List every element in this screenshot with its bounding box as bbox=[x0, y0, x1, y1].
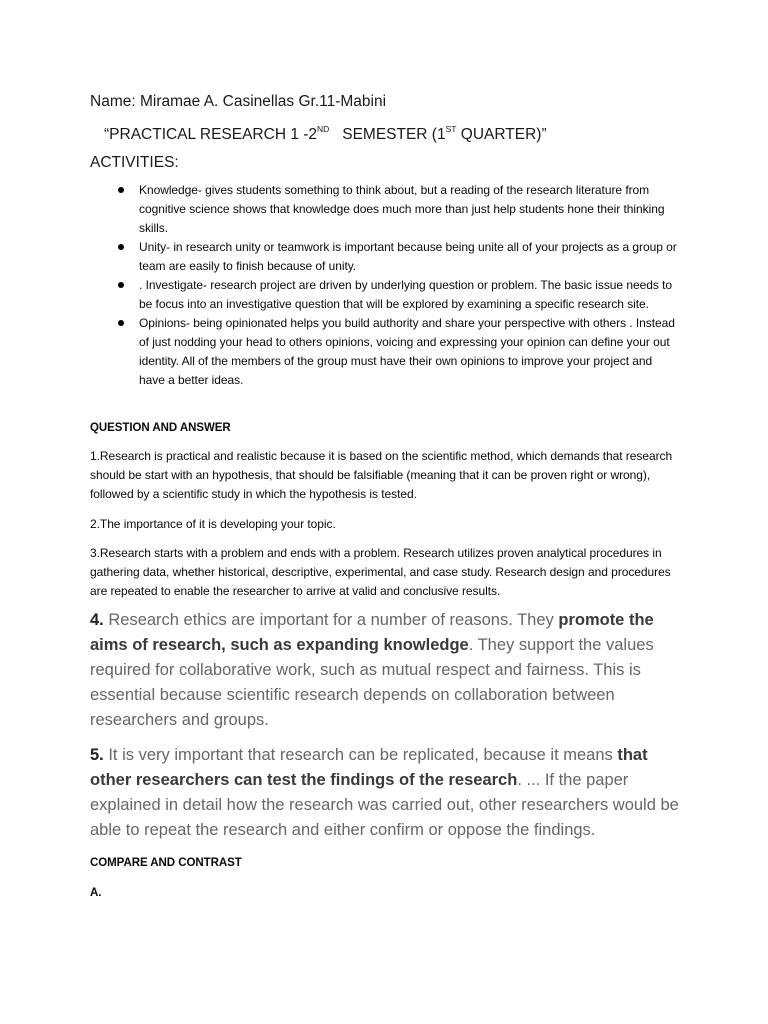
item-number: 5. bbox=[90, 746, 104, 764]
list-item-text: Unity- in research unity or teamwork is important because being unite all of your projects as a group or team are easily to finish because of unity. bbox=[139, 240, 677, 273]
text-run: QUARTER)” bbox=[456, 126, 547, 144]
qa-heading: QUESTION AND ANSWER bbox=[90, 422, 231, 434]
answer-3: 3.Research starts with a problem and ends with a problem. Research utilizes proven analytical procedures in gathering data, whether historical, descriptive, experimental, and case study. Research design and procedures are repeated to enable the researcher to arrive at valid and conclusive results. bbox=[90, 546, 671, 598]
answer-2: 2.The importance of it is developing your topic. bbox=[90, 517, 336, 531]
bold-phrase: promote the aims of research, such as expanding knowledge bbox=[90, 611, 654, 654]
bullet-icon bbox=[118, 282, 124, 288]
answer-5 bbox=[90, 743, 680, 843]
compare-item-a: A. bbox=[90, 887, 102, 899]
list-item-text: Knowledge- gives students something to think about, but a reading of the research literature from cognitive science shows that knowledge does much more than just help students hone their thinking skills. bbox=[139, 183, 665, 235]
list-item bbox=[118, 314, 678, 390]
list-item bbox=[118, 276, 678, 314]
list-item-text: Opinions- being opinionated helps you build authority and share your perspective with others . Instead of just nodding your head to others opinions, voicing and expressing your opinion can define your out identity. All of the members of the group must have their own opinions to improve your project and have a better ideas. bbox=[139, 316, 675, 387]
text-run: It is very important that research can be replicated, because it means bbox=[103, 746, 618, 764]
text-run: “PRACTICAL RESEARCH 1 -2 bbox=[104, 126, 318, 144]
item-number: 4. bbox=[90, 611, 104, 629]
answer-1: 1.Research is practical and realistic because it is based on the scientific method, which demands that research should be start with an hypothesis, that should be falsifiable (meaning that it can be proven right or wrong), followed by a scientific study in which the hypothesis is tested. bbox=[90, 449, 673, 501]
answer-4 bbox=[90, 608, 680, 733]
text-run: SEMESTER (1 bbox=[329, 126, 446, 144]
text-run: . They support the values required for collaborative work, such as mutual respect and fairness. This is essential because scientific research depends on collaboration between researchers and groups. bbox=[90, 636, 654, 729]
superscript-text: ST bbox=[445, 124, 457, 134]
list-item bbox=[118, 238, 678, 276]
activities-list bbox=[118, 181, 678, 390]
list-item bbox=[118, 181, 678, 238]
bullet-icon bbox=[118, 244, 124, 250]
bold-phrase: that other researchers can test the findings of the research bbox=[90, 746, 648, 789]
text-run: . ... If the paper explained in detail how the research was carried out, other researchers would be able to repeat the research and either confirm or oppose the findings. bbox=[90, 771, 679, 839]
superscript-text: ND bbox=[317, 124, 330, 134]
list-item-text: . Investigate- research project are driven by underlying question or problem. The basic issue needs to be focus into an investigative question that will be explored by examining a specific research site. bbox=[139, 278, 672, 311]
bullet-icon bbox=[118, 187, 124, 193]
document-title bbox=[104, 125, 547, 144]
text-run: Research ethics are important for a number of reasons. They bbox=[103, 611, 559, 629]
student-name-line: Name: Miramae A. Casinellas Gr.11-Mabini bbox=[90, 93, 387, 110]
activities-heading: ACTIVITIES: bbox=[90, 154, 179, 171]
compare-heading: COMPARE AND CONTRAST bbox=[90, 857, 242, 869]
bullet-icon bbox=[118, 320, 124, 326]
